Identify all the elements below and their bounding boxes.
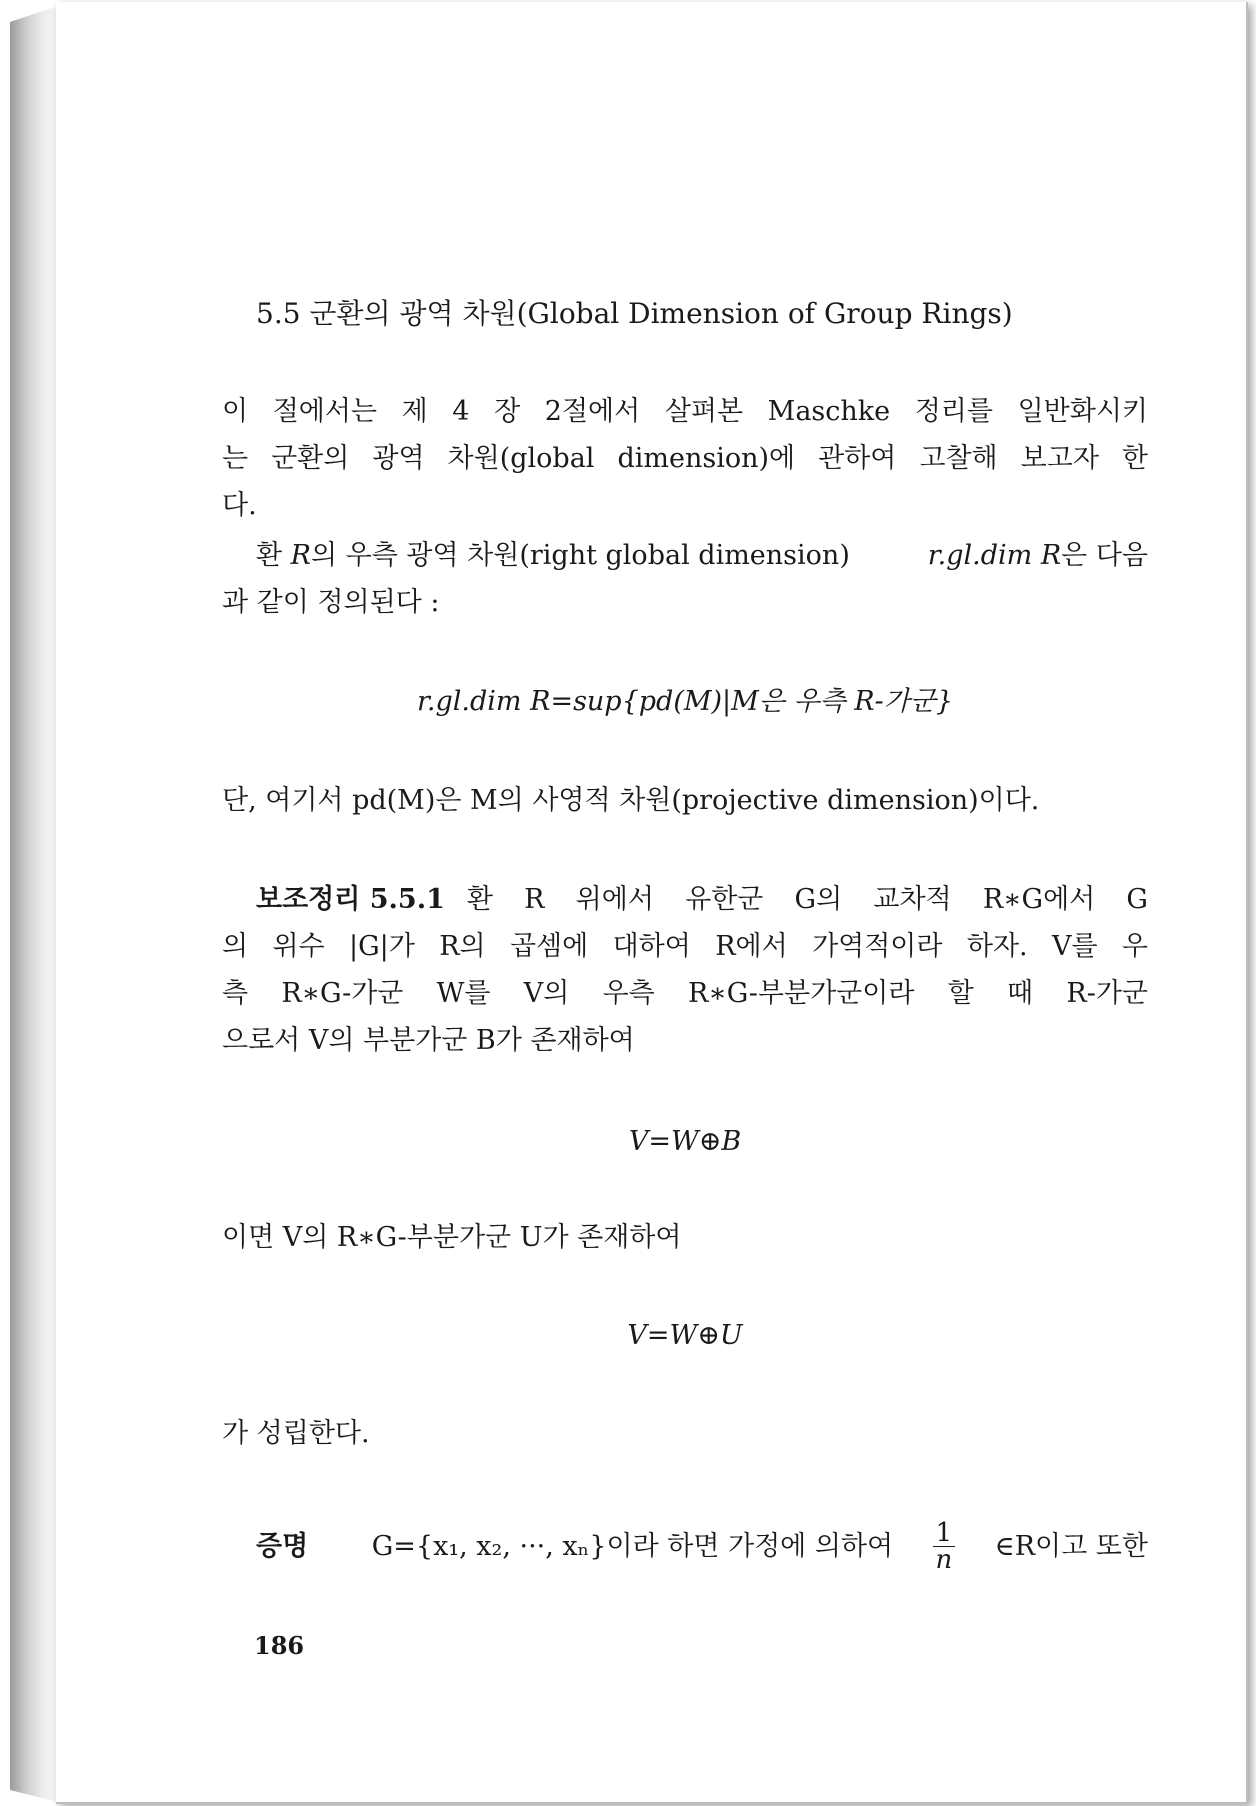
equation-v-w-b: V=W⊕B	[628, 1126, 742, 1157]
equation-v-w-u: V=W⊕U	[627, 1320, 743, 1351]
book-page	[56, 2, 1248, 1804]
lemma-line: 의 위수 |G|가 R의 곱셈에 대하여 R에서 가역적이라 하자. V를 우	[222, 931, 1148, 962]
fraction-one-over-n	[933, 1520, 956, 1573]
fraction-numerator: 1	[933, 1520, 956, 1547]
intro-line: 다.	[222, 490, 257, 521]
proof-line	[256, 1520, 1148, 1573]
fraction-denominator: n	[935, 1545, 953, 1575]
definition-expression: r.gl.dim R	[927, 540, 1062, 571]
intro-line: 이 절에서는 제 4 장 2절에서 살펴본 Maschke 정리를 일반화시키	[222, 396, 1148, 427]
proof-label: 증명	[256, 1531, 309, 1562]
definition-mid: 의 우측 광역 차원(right global dimension)	[311, 540, 850, 571]
lemma-text: 환 R 위에서 유한군 G의 교차적 R∗G에서 G	[466, 884, 1148, 915]
page-number: 186	[254, 1631, 305, 1660]
lemma-label: 보조정리 5.5.1	[256, 884, 445, 915]
definition-line: 과 같이 정의된다 :	[222, 587, 440, 618]
definition-suffix: 은 다음	[1061, 540, 1148, 571]
lemma-line	[256, 886, 1148, 913]
ring-symbol: R	[290, 540, 312, 571]
definition-equation: r.gl.dim R=sup{pd(M)|M은 우측 R-가군}	[416, 686, 954, 717]
lemma-line: 으로서 V의 부분가군 B가 존재하여	[222, 1025, 635, 1056]
proof-text: G={x₁, x₂, ···, xₙ}이라 하면 가정에 의하여	[371, 1531, 894, 1562]
note-line: 단, 여기서 pd(M)은 M의 사영적 차원(projective dimension)이다.	[222, 785, 1040, 816]
conclusion-line: 가 성립한다.	[222, 1418, 370, 1449]
definition-line	[256, 542, 1148, 569]
definition-text	[256, 542, 850, 569]
definition-prefix: 환	[256, 540, 291, 571]
proof-text-after: ∈R이고 또한	[994, 1531, 1148, 1562]
intro-line: 는 군환의 광역 차원(global dimension)에 관하여 고찰해 보고자 한	[222, 443, 1148, 474]
lemma-line: 측 R∗G-가군 W를 V의 우측 R∗G-부분가군이라 할 때 R-가군	[222, 978, 1148, 1009]
condition-line: 이면 V의 R∗G-부분가군 U가 존재하여	[222, 1222, 682, 1253]
definition-tail	[928, 542, 1148, 569]
section-heading: 5.5 군환의 광역 차원(Global Dimension of Group Rings)	[256, 297, 1013, 330]
book-spine-edge	[10, 6, 58, 1802]
